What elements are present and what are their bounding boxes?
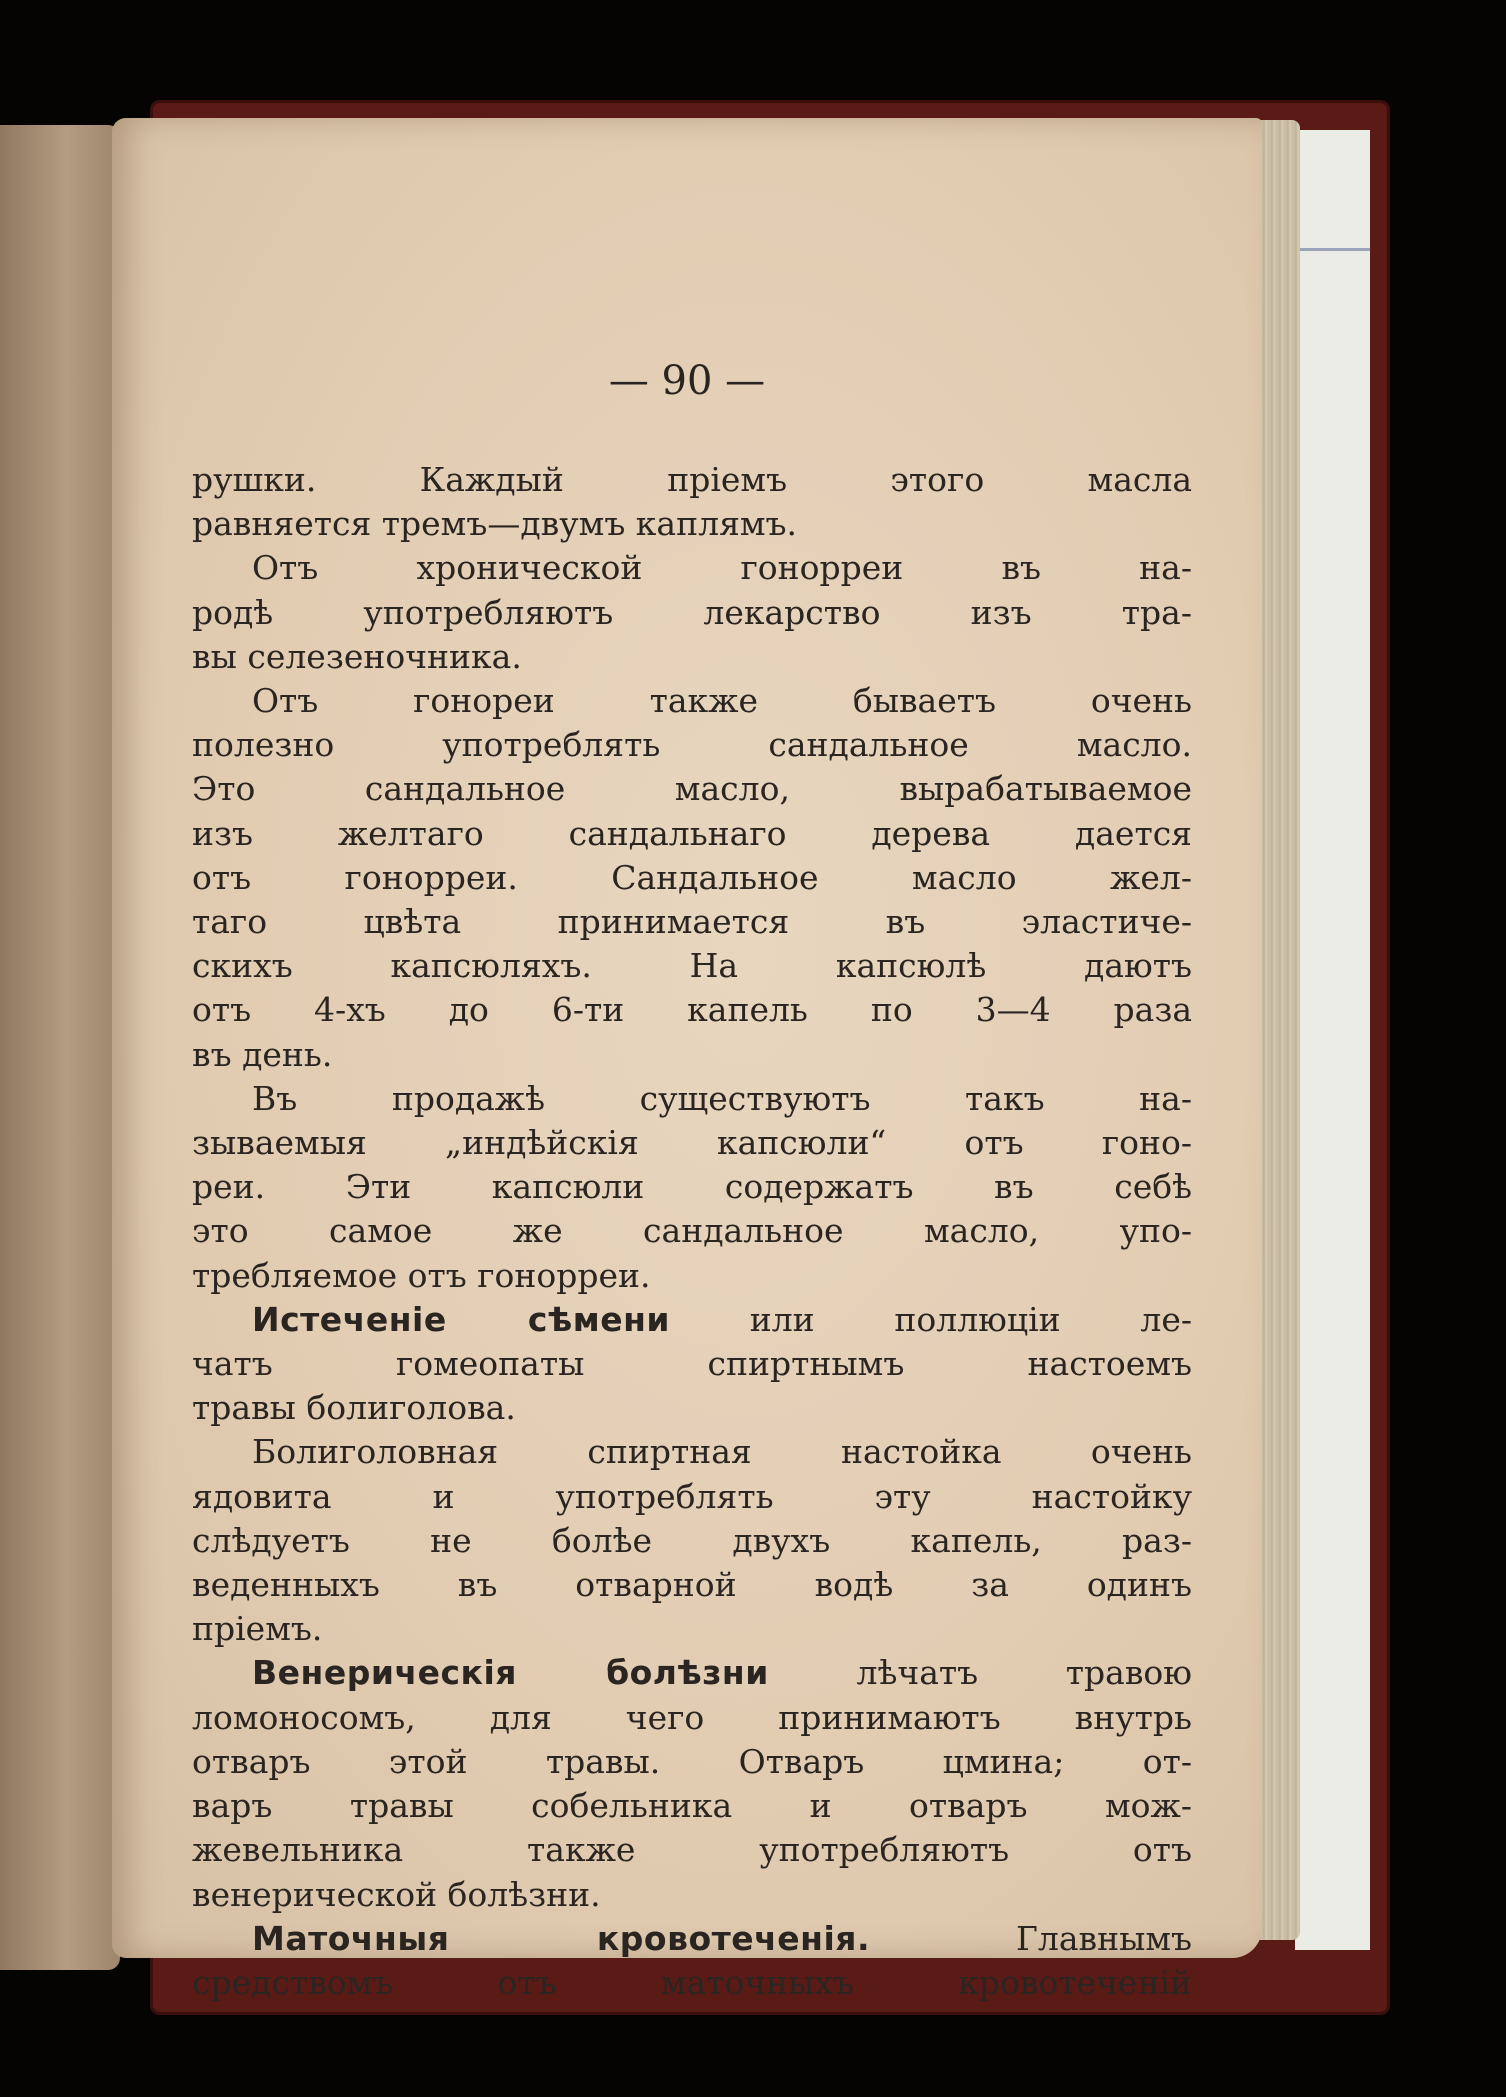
text-line: Въ продажѣ существуютъ такъ на- (252, 1078, 1192, 1118)
text-line: Отъ гонореи также бываетъ очень (252, 681, 1192, 721)
text-line: венерической болѣзни. (192, 1874, 601, 1914)
text-line: зываемыя „индѣйскія капсюли“ отъ гоно- (192, 1123, 1192, 1163)
text-line: родѣ употребляютъ лекарство изъ тра- (192, 592, 1192, 632)
section-heading: Маточныя кровотеченія. (252, 1918, 871, 1958)
text-line: реи. Эти капсюли содержатъ въ себѣ (192, 1167, 1192, 1207)
section-heading: Венерическія болѣзни (252, 1653, 769, 1693)
text-line: равняется тремъ—двумъ каплямъ. (192, 504, 798, 544)
text-line: веденныхъ въ отварной водѣ за одинъ (192, 1565, 1192, 1605)
paragraph (192, 1651, 1192, 1916)
text-line: травы болиголова. (192, 1388, 516, 1428)
text-line: ломоносомъ, для чего принимаютъ внутрь (192, 1697, 1192, 1737)
text-line: варъ травы собельника и отваръ мож- (192, 1786, 1192, 1826)
paragraph (192, 458, 1192, 546)
text-line: полезно употреблять сандальное масло. (192, 725, 1192, 765)
text-run: лѣчатъ травою (768, 1653, 1192, 1693)
text-line (192, 1917, 1192, 1961)
page-text (192, 458, 1192, 2005)
page-number: — 90 — (608, 358, 766, 404)
text-line: отваръ этой травы. Отваръ цмина; от- (192, 1741, 1192, 1781)
paragraph (192, 1298, 1192, 1431)
bookmark-slip (1295, 130, 1370, 1950)
text-line: Отъ хронической гонорреи въ на- (252, 548, 1192, 588)
text-line: рушки. Каждый пріемъ этого масла (192, 460, 1192, 499)
left-facing-page (0, 125, 120, 1970)
text-line: отъ гонорреи. Сандальное масло жел- (192, 857, 1192, 897)
section-heading: Истеченіе сѣмени (252, 1299, 671, 1339)
text-line: въ день. (192, 1034, 333, 1074)
text-line: ядовита и употреблять эту настойку (192, 1476, 1192, 1516)
text-line: требляемое отъ гонорреи. (192, 1255, 651, 1295)
paragraph (192, 679, 1192, 1077)
book-page (112, 118, 1262, 2002)
text-line: изъ желтаго сандальнаго дерева дается (192, 813, 1192, 853)
text-run: Главнымъ (870, 1918, 1192, 1958)
paragraph (192, 1917, 1192, 2005)
text-run: или поллюціи ле- (670, 1299, 1192, 1339)
paragraph (192, 1430, 1192, 1651)
paragraph (192, 546, 1192, 679)
paragraph (192, 1077, 1192, 1298)
text-line: это самое же сандальное масло, упо- (192, 1211, 1192, 1251)
text-line: отъ 4-хъ до 6-ти капель по 3—4 раза (192, 990, 1192, 1030)
text-line: чатъ гомеопаты спиртнымъ настоемъ (192, 1344, 1192, 1384)
text-line: средствомъ отъ маточныхъ кровотеченій (192, 1962, 1192, 2002)
text-line: вы селезеночника. (192, 636, 522, 676)
text-line: скихъ капсюляхъ. На капсюлѣ даютъ (192, 946, 1192, 986)
text-line: жевельника также употребляютъ отъ (192, 1830, 1192, 1870)
text-line: Это сандальное масло, вырабатываемое (192, 769, 1192, 809)
text-line: слѣдуетъ не болѣе двухъ капель, раз- (192, 1520, 1192, 1560)
bookmark-line (1300, 248, 1370, 251)
text-line: пріемъ. (192, 1609, 323, 1649)
text-line: таго цвѣта принимается въ эластиче- (192, 902, 1192, 942)
text-line (192, 1651, 1192, 1695)
text-line (192, 1298, 1192, 1342)
text-line: Болиголовная спиртная настойка очень (252, 1432, 1192, 1472)
